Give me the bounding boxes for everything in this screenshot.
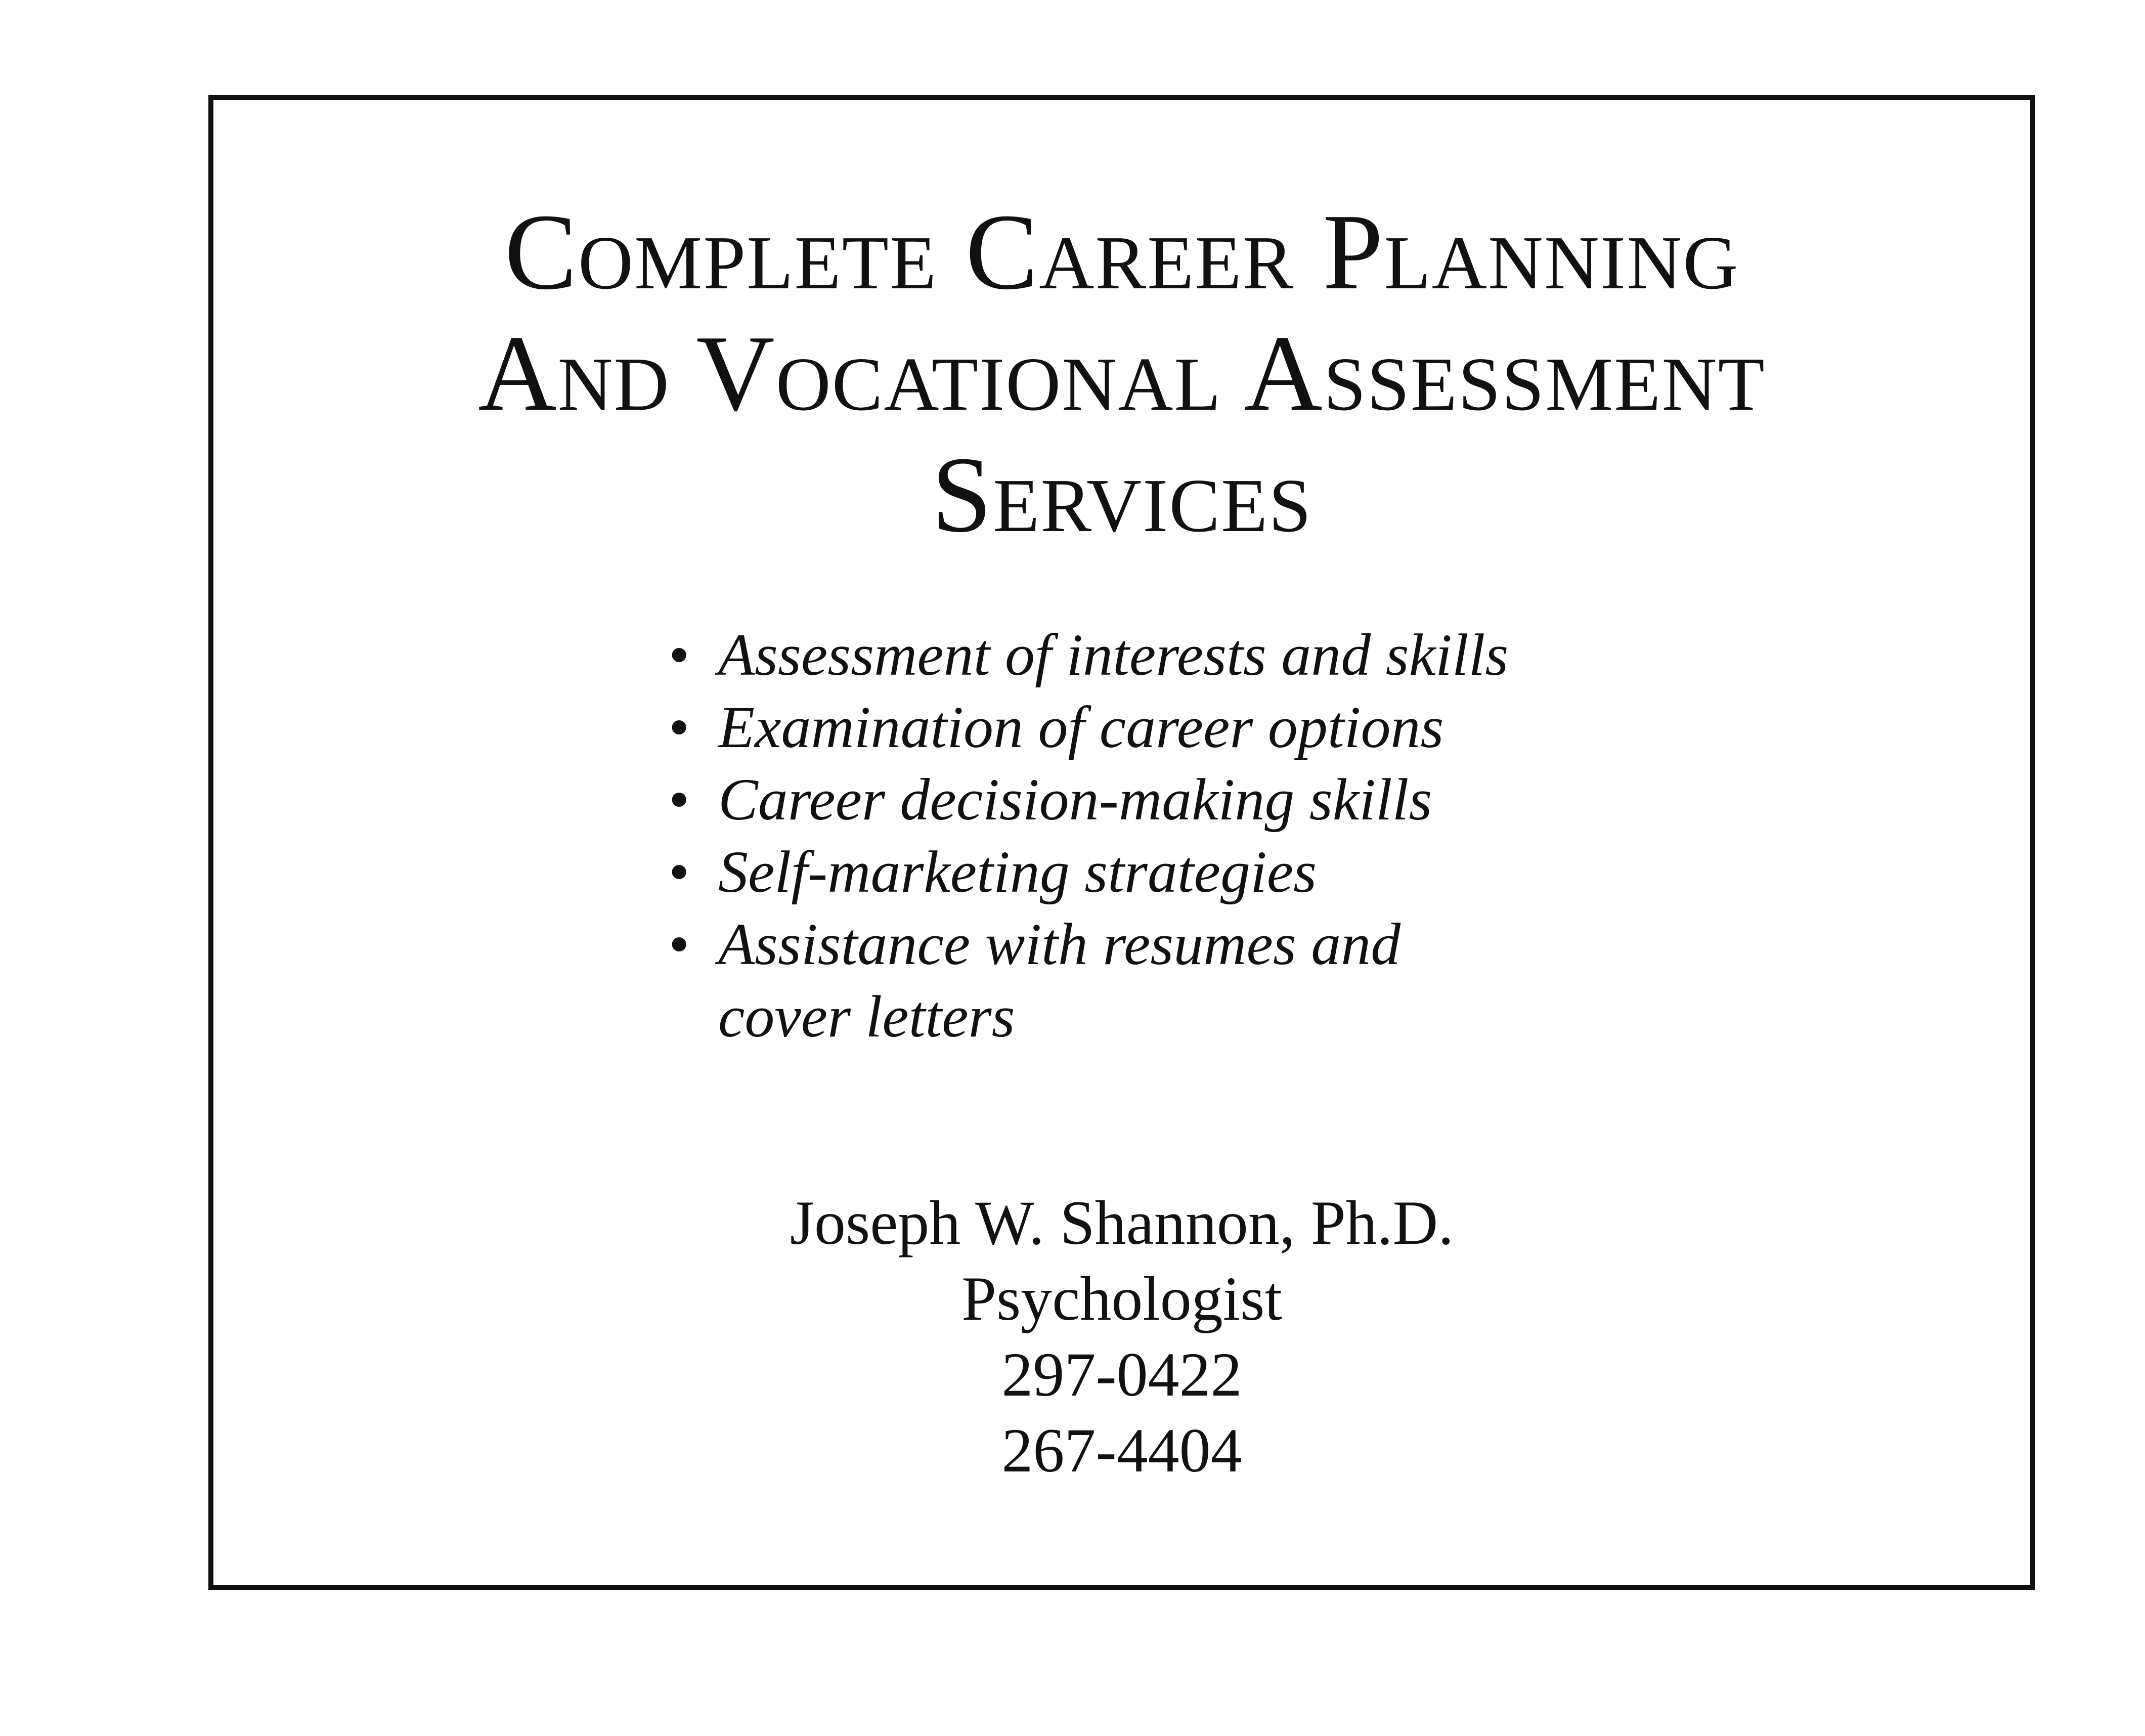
headline-line-3: Services [931,434,1312,555]
service-item-label: Career decision-making skills [718,766,1432,833]
bullet-icon: • [669,766,690,833]
advertisement-frame [208,95,2035,1590]
contact-phone-1: 297-0422 [1001,1340,1242,1409]
bullet-icon: • [669,622,690,688]
service-item-label: Examination of career options [718,694,1444,760]
headline-line-2: And Vocational Assessment [478,313,1766,433]
contact-block [213,1185,2030,1489]
services-list [669,619,1508,1053]
service-item-label: Assistance with resumes and [718,911,1401,977]
bullet-icon: • [669,911,690,977]
service-item [669,836,1508,908]
service-item [669,908,1508,1053]
service-item [669,763,1508,836]
service-item [669,691,1508,763]
bullet-icon: • [669,694,690,760]
contact-title: Psychologist [961,1264,1282,1333]
headline-line-1: Complete Career Planning [504,191,1739,312]
service-item-label: Self-marketing strategies [718,839,1317,905]
headline [213,191,2030,555]
service-item [669,619,1508,691]
service-item-continuation: cover letters [718,983,1015,1050]
bullet-icon: • [669,839,690,905]
contact-phone-2: 267-4404 [1001,1416,1242,1485]
contact-name: Joseph W. Shannon, Ph.D. [790,1188,1454,1257]
service-item-label: Assessment of interests and skills [718,622,1509,688]
